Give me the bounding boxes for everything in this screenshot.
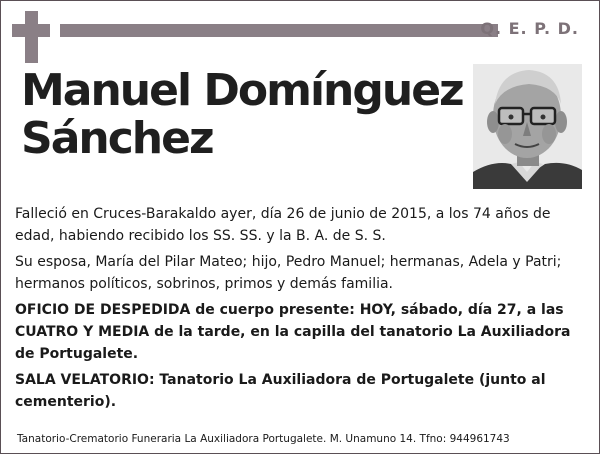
cross-vertical-bar [25,11,38,63]
family-list: Su esposa, María del Pilar Mateo; hijo, Pedro Manuel; hermanas, Adela y Patri; hermanos políticos, sobrinos, primos y demás familia. [15,254,562,292]
portrait-image [473,64,582,189]
funeral-home-footer: Tanatorio-Crematorio Funeraria La Auxiliadora Portugalete. M. Unamuno 14. Tfno: 944961743 [17,433,510,445]
portrait-photo [473,64,582,189]
deceased-name-line2: Sánchez [21,113,213,164]
obituary-body [15,203,585,417]
deceased-name-line1: Manuel Domínguez [21,65,463,116]
wake-room-info: SALA VELATORIO: Tanatorio La Auxiliadora de Portugalete (junto al cementerio). [15,372,546,410]
cross-horizontal-bar [12,24,50,37]
funeral-service-info: OFICIO DE DESPEDIDA de cuerpo presente: HOY, sábado, día 27, a las CUATRO Y MEDIA de la tarde, en la capilla del tanatorio La Auxiliadora de Portugalete. [15,302,571,362]
qepd-label: Q. E. P. D. [480,19,579,38]
deceased-name [21,67,461,163]
death-announcement: Falleció en Cruces-Barakaldo ayer, día 26 de junio de 2015, a los 74 años de edad, habiendo recibido los SS. SS. y la B. A. de S. S. [15,206,551,244]
header-rule [60,24,498,37]
